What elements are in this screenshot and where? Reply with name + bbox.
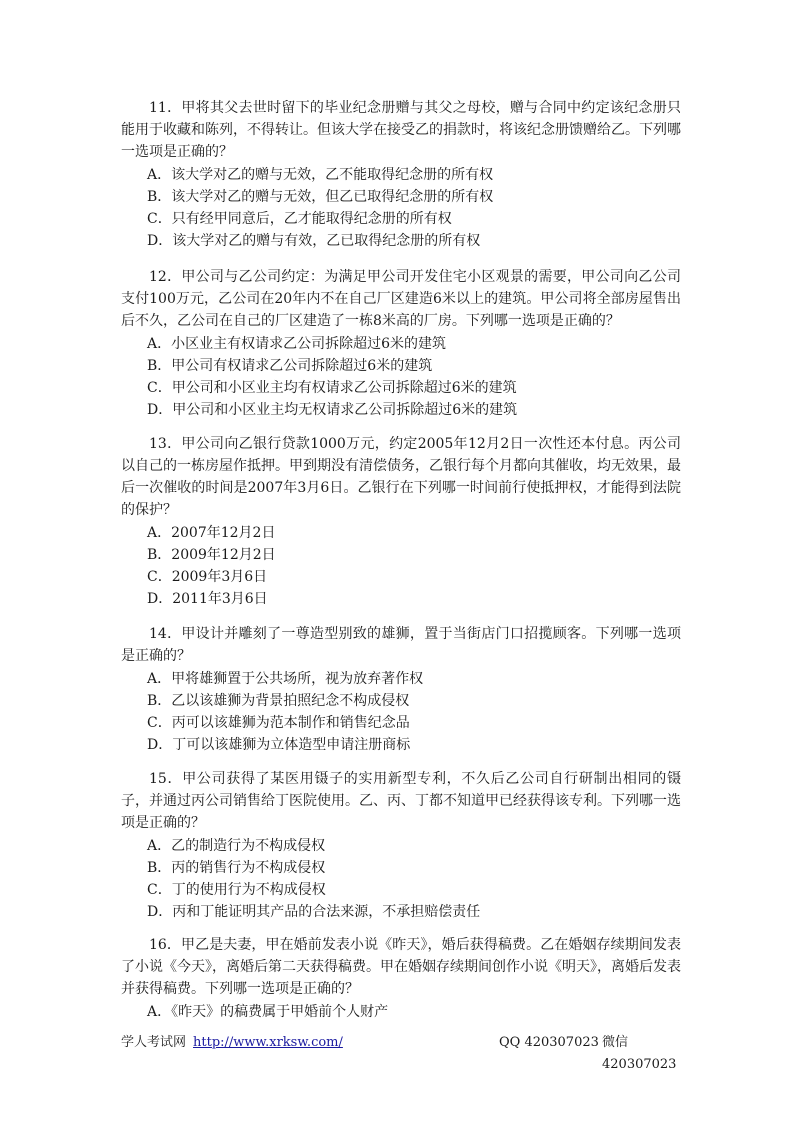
option-d: D．丙和丁能证明其产品的合法来源，不承担赔偿责任 bbox=[147, 904, 481, 920]
footer-site-link[interactable]: http://www.xrksw.com/ bbox=[193, 1035, 343, 1050]
footer-qq: QQ 420307023 bbox=[499, 1035, 599, 1050]
option-list bbox=[121, 164, 681, 252]
option-d: D．该大学对乙的赠与有效，乙已取得纪念册的所有权 bbox=[147, 233, 481, 249]
option-list bbox=[121, 522, 681, 610]
option-c: C．丁的使用行为不构成侵权 bbox=[147, 882, 326, 898]
footer-wechat: 微信 420307023 bbox=[602, 1035, 677, 1072]
option-c: C．只有经甲同意后，乙才能取得纪念册的所有权 bbox=[147, 211, 452, 227]
option-c: C．丙可以该雄狮为范本制作和销售纪念品 bbox=[147, 715, 410, 731]
question-16 bbox=[121, 934, 681, 1023]
option-a: A．小区业主有权请求乙公司拆除超过6米的建筑 bbox=[147, 336, 447, 352]
option-list bbox=[121, 668, 681, 756]
option-b: B．丙的销售行为不构成侵权 bbox=[147, 860, 326, 876]
option-list bbox=[121, 333, 681, 421]
option-b: B．甲公司有权请求乙公司拆除超过6米的建筑 bbox=[147, 358, 433, 374]
question-stem: 15．甲公司获得了某医用镊子的实用新型专利，不久后乙公司自行研制出相同的镊子，并通过丙公司销售给丁医院使用。乙、丙、丁都不知道甲已经获得该专利。下列哪一选项是正确的？ bbox=[121, 771, 681, 831]
option-a: A．《昨天》的稿费属于甲婚前个人财产 bbox=[147, 1004, 389, 1020]
option-b: B．2009年12月2日 bbox=[147, 547, 276, 563]
option-a: A．乙的制造行为不构成侵权 bbox=[147, 838, 326, 854]
option-b: B．该大学对乙的赠与无效，但乙已取得纪念册的所有权 bbox=[147, 189, 494, 205]
page-footer bbox=[121, 1032, 681, 1072]
option-c: C．甲公司和小区业主均有权请求乙公司拆除超过6米的建筑 bbox=[147, 380, 517, 396]
option-d: D．2011年3月6日 bbox=[147, 591, 268, 607]
option-a: A．甲将雄狮置于公共场所，视为放弃著作权 bbox=[147, 671, 424, 687]
question-stem: 12．甲公司与乙公司约定：为满足甲公司开发住宅小区观景的需要，甲公司向乙公司支付100万元，乙公司在20年内不在自己厂区建造6米以上的建筑。甲公司将全部房屋售出后不久，乙公司在自己的厂区建造了一栋8米高的厂房。下列哪一选项是正确的？ bbox=[121, 269, 681, 329]
question-15 bbox=[121, 768, 681, 923]
question-14 bbox=[121, 623, 681, 756]
option-list bbox=[121, 1001, 681, 1023]
footer-site-name: 学人考试网 bbox=[121, 1035, 187, 1050]
option-a: A．2007年12月2日 bbox=[147, 525, 276, 541]
option-list bbox=[121, 835, 681, 923]
option-d: D．丁可以该雄狮为立体造型申请注册商标 bbox=[147, 737, 411, 753]
option-c: C．2009年3月6日 bbox=[147, 569, 268, 585]
question-12 bbox=[121, 266, 681, 421]
question-11 bbox=[121, 97, 681, 252]
question-stem: 16．甲乙是夫妻，甲在婚前发表小说《昨天》，婚后获得稿费。乙在婚姻存续期间发表了小说《今天》，离婚后第二天获得稿费。甲在婚姻存续期间创作小说《明天》，离婚后发表并获得稿费。下列哪一选项是正确的？ bbox=[121, 937, 681, 997]
question-stem: 14．甲设计并雕刻了一尊造型别致的雄狮，置于当街店门口招揽顾客。下列哪一选项是正确的？ bbox=[121, 626, 681, 664]
option-d: D．甲公司和小区业主均无权请求乙公司拆除超过6米的建筑 bbox=[147, 402, 518, 418]
question-stem: 11．甲将其父去世时留下的毕业纪念册赠与其父之母校，赠与合同中约定该纪念册只能用于收藏和陈列，不得转让。但该大学在接受乙的捐款时，将该纪念册馈赠给乙。下列哪一选项是正确的？ bbox=[121, 100, 681, 160]
option-a: A．该大学对乙的赠与无效，乙不能取得纪念册的所有权 bbox=[147, 167, 494, 183]
question-stem: 13．甲公司向乙银行贷款1000万元，约定2005年12月2日一次性还本付息。丙公司以自己的一栋房屋作抵押。甲到期没有清偿债务，乙银行每个月都向其催收，均无效果，最后一次催收的时间是2007年3月6日。乙银行在下列哪一时间前行使抵押权，才能得到法院的保护？ bbox=[121, 436, 681, 518]
option-b: B．乙以该雄狮为背景拍照纪念不构成侵权 bbox=[147, 693, 410, 709]
question-13 bbox=[121, 433, 681, 610]
